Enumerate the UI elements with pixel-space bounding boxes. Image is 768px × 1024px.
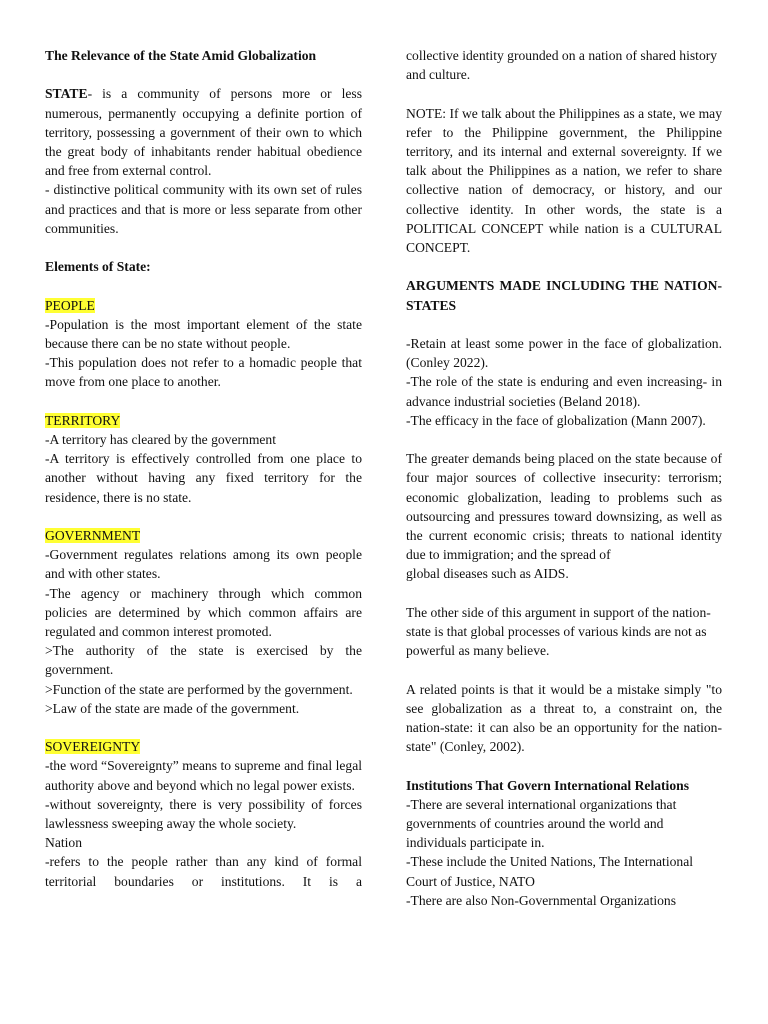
state-term: STATE (45, 86, 88, 102)
elements-heading: Elements of State: (45, 259, 151, 275)
state-definition (45, 84, 362, 180)
arguments-p2: -The role of the state is enduring and even increasing- in advance industrial societies (Beland 2018). (406, 374, 722, 409)
sovereignty-p1: -the word “Sovereignty” means to supreme and final legal authority above and beyond which no legal power exists. (45, 758, 362, 793)
arguments-heading: ARGUMENTS MADE INCLUDING THE NATION-STATES (406, 278, 722, 313)
sovereignty-heading-text: SOVEREIGNTY (45, 739, 141, 755)
nation-p1-continued: collective identity grounded on a nation of shared history and culture. (406, 48, 718, 83)
people-heading-text: PEOPLE (45, 297, 95, 313)
related-paragraph: A related points is that it would be a mistake simply "to see globalization as a threat to, a constraint on, the nation-state: it can also be an opportunity for the nation-state" (Conley, 2002). (406, 681, 722, 755)
government-p1: -Government regulates relations among its own people and with other states. (45, 547, 362, 582)
nation-p1: -refers to the people rather than any kind of formal territorial boundaries or institutions. It is a (45, 854, 362, 889)
right-column (406, 46, 722, 910)
note-paragraph: NOTE: If we talk about the Philippines as a state, we may refer to the Philippine government, the Philippine territory, and its internal and external sovereignty. If we talk about the Philippines as a nation, we refer to share collective nation of democracy, or history, and our collective identity. In other words, the state is a POLITICAL CONCEPT while nation is a CULTURAL CONCEPT. (406, 105, 722, 256)
other-side-paragraph: The other side of this argument in support of the nation-state is that global processes of various kinds are not as powerful as many believe. (406, 604, 711, 659)
government-heading (45, 526, 362, 545)
arguments-p3: -The efficacy in the face of globalization (Mann 2007). (406, 412, 706, 428)
people-heading (45, 296, 362, 315)
arguments-p1: -Retain at least some power in the face of globalization. (Conley 2022). (406, 336, 722, 371)
government-p5: >Law of the state are made of the government. (45, 700, 300, 716)
people-p1: -Population is the most important element of the state because there can be no state without people. (45, 316, 362, 351)
institutions-p1: -There are several international organizations that governments of countries around the world and individuals participate in. (406, 796, 677, 851)
state-def2: - distinctive political community with its own set of rules and practices and that is more or less separate from other communities. (45, 182, 362, 236)
demands-paragraph: The greater demands being placed on the state because of four major sources of collective insecurity: terrorism; economic globalization, leading to problems such as outsourcing and pressures toward downsizing, as well as the current economic crisis; threats to national identity due to immigration; and the spread of (406, 451, 722, 563)
sovereignty-heading (45, 737, 362, 756)
left-column (45, 46, 362, 891)
institutions-p3: -There are also Non-Governmental Organizations (406, 892, 677, 908)
government-p4: >Function of the state are performed by the government. (45, 681, 353, 697)
people-p2: -This population does not refer to a homadic people that move from one place to another. (45, 355, 362, 390)
territory-heading-text: TERRITORY (45, 412, 121, 428)
government-p3: >The authority of the state is exercised by the government. (45, 643, 362, 678)
government-p2: -The agency or machinery through which common policies are determined by which common affairs are regulated and common interest promoted. (45, 585, 362, 640)
government-heading-text: GOVERNMENT (45, 528, 141, 543)
territory-heading (45, 411, 362, 430)
territory-p2: -A territory is effectively controlled from one place to another without having any fixed territory for the residence, there is no state. (45, 451, 362, 505)
demands-paragraph-end: global diseases such as AIDS. (406, 566, 569, 582)
sovereignty-p2: -without sovereignty, there is very possibility of forces lawlessness sweeping away the whole society. (45, 796, 362, 832)
state-def1: - is a community of persons more or less numerous, permanently occupying a definite portion of territory, possessing a government of their own to which the great body of inhabitants render habitual obedience and free from external control. (45, 86, 362, 179)
document-title: The Relevance of the State Amid Globalization (45, 48, 317, 63)
institutions-heading: Institutions That Govern International Relations (406, 777, 689, 793)
institutions-p2: -These include the United Nations, The International Court of Justice, NATO (406, 854, 694, 889)
nation-heading: Nation (45, 835, 82, 851)
territory-p1: -A territory has cleared by the government (45, 432, 277, 447)
